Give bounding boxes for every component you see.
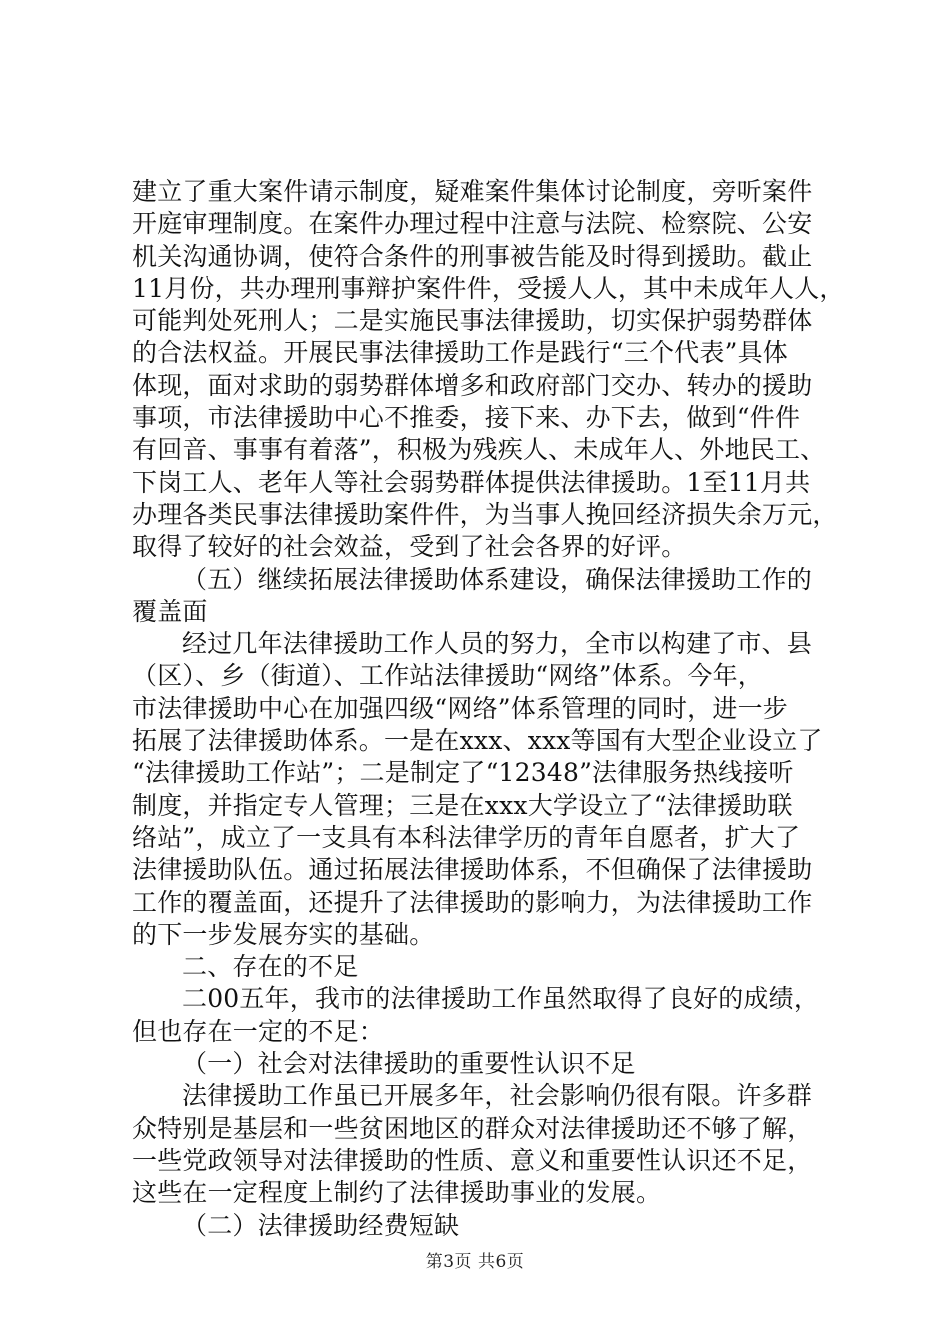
text-line: 市法律援助中心在加强四级“网络”体系管理的同时，进一步 — [132, 693, 788, 723]
text-line: “法律援助工作站”；二是制定了“12348”法律服务热线接听 — [132, 758, 794, 788]
text-line: 络站”，成立了一支具有本科法律学历的青年自愿者，扩大了 — [132, 822, 801, 852]
section-heading: （五）继续拓展法律援助体系建设，确保法律援助工作的 — [182, 564, 813, 594]
text-line: 11月份，共办理刑事辩护案件件，受援人人，其中未成年人人， — [132, 273, 845, 303]
text-line: 法律援助工作虽已开展多年，社会影响仍很有限。许多群 — [182, 1081, 813, 1111]
text-line: 工作的覆盖面，还提升了法律援助的影响力，为法律援助工作 — [132, 887, 813, 917]
section-heading: （二）法律援助经费短缺 — [182, 1210, 460, 1240]
section-heading: 二、存在的不足 — [182, 952, 359, 982]
text-line: 众特别是基层和一些贫困地区的群众对法律援助还不够了解， — [132, 1113, 813, 1143]
text-line: 制度，并指定专人管理；三是在xxx大学设立了“法律援助联 — [132, 790, 793, 820]
text-line: 这些在一定程度上制约了法律援助事业的发展。 — [132, 1178, 662, 1208]
text-line: 事项，市法律援助中心不推委，接下来、办下去，做到“件件 — [132, 403, 801, 433]
text-line: 建立了重大案件请示制度，疑难案件集体讨论制度，旁听案件 — [132, 177, 813, 206]
text-line: 机关沟通协调，使符合条件的刑事被告能及时得到援助。截止 — [132, 241, 813, 271]
text-line: 一些党政领导对法律援助的性质、意义和重要性认识还不足， — [132, 1145, 813, 1175]
text-line: 二00五年，我市的法律援助工作虽然取得了良好的成绩， — [182, 984, 820, 1014]
page-number-footer: 第3页 共6页 — [425, 1252, 525, 1272]
text-line: 经过几年法律援助工作人员的努力，全市以构建了市、县 — [182, 629, 813, 659]
text-line: 可能判处死刑人；二是实施民事法律援助，切实保护弱势群体 — [132, 306, 813, 336]
text-line: 开庭审理制度。在案件办理过程中注意与法院、检察院、公安 — [132, 209, 813, 239]
text-line: 下岗工人、老年人等社会弱势群体提供法律援助。1至11月共 — [132, 467, 811, 497]
text-line: 体现，面对求助的弱势群体增多和政府部门交办、转办的援助 — [132, 370, 813, 400]
text-line: 的合法权益。开展民事法律援助工作是践行“三个代表”具体 — [132, 338, 788, 368]
section-heading: （一）社会对法律援助的重要性认识不足 — [182, 1049, 636, 1079]
text-line: 办理各类民事法律援助案件件，为当事人挽回经济损失余万元， — [132, 499, 838, 529]
text-line: 法律援助队伍。通过拓展法律援助体系，不但确保了法律援助 — [132, 855, 813, 885]
text-line: 的下一步发展夯实的基础。 — [132, 919, 435, 949]
text-line: 拓展了法律援助体系。一是在xxx、xxx等国有大型企业设立了 — [132, 726, 823, 756]
text-line: 但也存在一定的不足： — [132, 1016, 385, 1046]
text-line: 取得了较好的社会效益，受到了社会各界的好评。 — [132, 532, 687, 562]
document-body — [132, 176, 845, 1242]
text-line: 有回音、事事有着落”，积极为残疾人、未成年人、外地民工、 — [132, 435, 826, 465]
text-line: 覆盖面 — [132, 596, 208, 626]
text-line: （区）、乡（街道）、工作站法律援助“网络”体系。今年， — [132, 661, 763, 691]
